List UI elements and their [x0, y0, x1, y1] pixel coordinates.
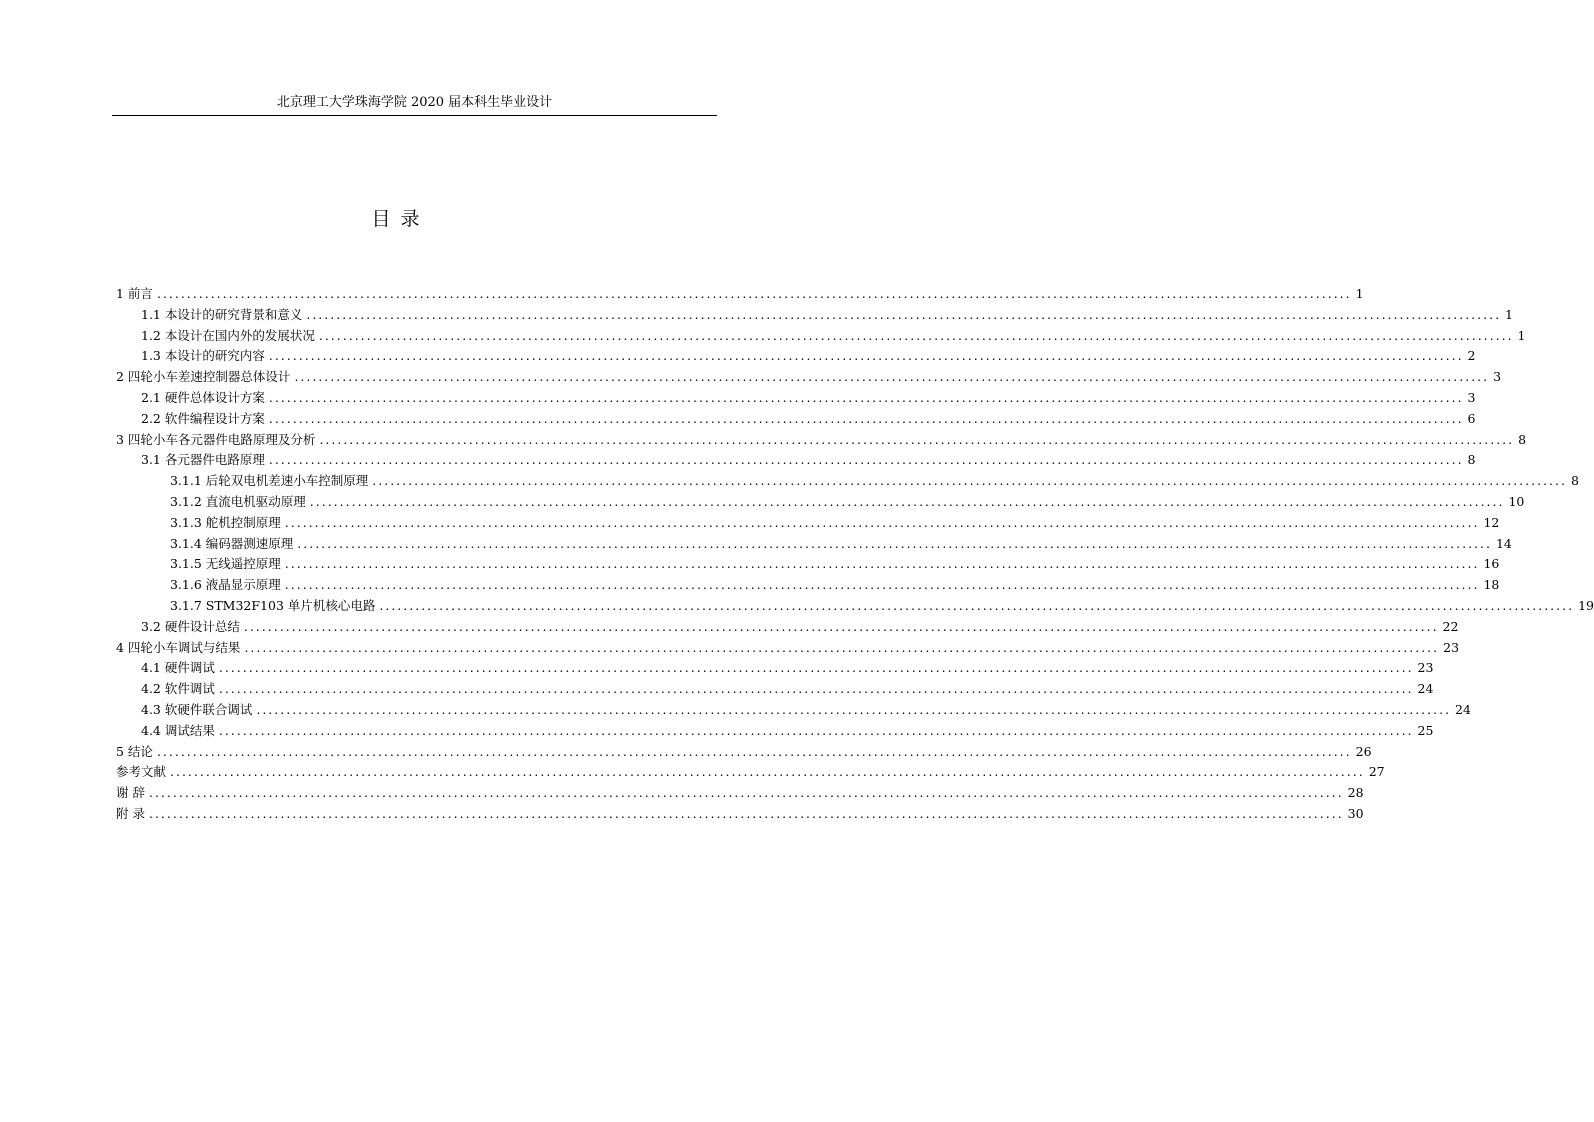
- toc-entry[interactable]: [116, 575, 1500, 596]
- toc-entry-label: 2.2 软件编程设计方案: [141, 410, 265, 426]
- toc-entry[interactable]: [116, 346, 1476, 367]
- toc-entry-label: 4 四轮小车调试与结果: [116, 639, 241, 655]
- toc-entry-page: 8: [1570, 473, 1579, 489]
- toc-entry-label: 2 四轮小车差速控制器总体设计: [116, 369, 291, 385]
- toc-entry[interactable]: [116, 326, 1526, 347]
- toc-entry[interactable]: [116, 534, 1512, 555]
- toc-entry-page: 14: [1495, 535, 1512, 551]
- toc-entry-label: 参考文献: [116, 764, 167, 780]
- toc-entry-page: 2: [1467, 348, 1476, 364]
- toc-entry-page: 26: [1355, 743, 1372, 759]
- toc-entry-page: 8: [1467, 452, 1476, 468]
- toc-entry-label: 3.1.1 后轮双电机差速小车控制原理: [170, 473, 369, 489]
- toc-entry-label: 3.1.2 直流电机驱动原理: [170, 493, 306, 509]
- toc-entry[interactable]: [116, 700, 1471, 721]
- toc-entry-label: 4.2 软件调试: [141, 681, 215, 697]
- toc-entry[interactable]: [116, 638, 1460, 659]
- toc-entry-page: 6: [1467, 410, 1476, 426]
- toc-entry[interactable]: [116, 388, 1476, 409]
- toc-entry[interactable]: [116, 513, 1500, 534]
- toc-entry-label: 3 四轮小车各元器件电路原理及分析: [116, 431, 316, 447]
- toc-entry-label: 3.1.7 STM32F103 单片机核心电路: [170, 597, 376, 613]
- toc-entry-page: 23: [1417, 660, 1434, 676]
- toc-entry[interactable]: [116, 762, 1385, 783]
- toc-entry-page: 27: [1368, 764, 1385, 780]
- toc-entry[interactable]: [116, 284, 1364, 305]
- toc-entry-page: 12: [1483, 514, 1500, 530]
- toc-entry[interactable]: [116, 783, 1364, 804]
- dot-leader: ........................................................................................................................................................................................................: [218, 722, 1414, 738]
- toc-entry[interactable]: [116, 658, 1434, 679]
- toc-entry-label: 3.1.5 无线遥控原理: [170, 556, 281, 572]
- dot-leader: ........................................................................................................................................................................................................: [309, 493, 1505, 509]
- toc-entry[interactable]: [116, 679, 1434, 700]
- dot-leader: ........................................................................................................................................................................................................: [268, 452, 1464, 468]
- dot-leader: ........................................................................................................................................................................................................: [156, 743, 1352, 759]
- dot-leader: ........................................................................................................................................................................................................: [156, 286, 1352, 301]
- dot-leader: ........................................................................................................................................................................................................: [297, 535, 1492, 551]
- toc-entry-page: 10: [1508, 493, 1525, 509]
- toc-entry-label: 4.4 调试结果: [141, 722, 215, 738]
- toc-entry[interactable]: [116, 367, 1502, 388]
- toc-entry-page: 16: [1483, 556, 1500, 572]
- dot-leader: ........................................................................................................................................................................................................: [284, 556, 1480, 572]
- toc-entry-page: 8: [1518, 431, 1527, 447]
- toc-entry-label: 2.1 硬件总体设计方案: [141, 389, 265, 405]
- toc-entry[interactable]: [116, 742, 1372, 763]
- toc-entry-page: 1: [1517, 327, 1526, 343]
- toc-entry[interactable]: [116, 617, 1459, 638]
- dot-leader: ........................................................................................................................................................................................................: [319, 431, 1515, 447]
- toc-entry-page: 22: [1442, 618, 1459, 634]
- toc-entry[interactable]: [116, 596, 1594, 617]
- toc-entry-label: 3.2 硬件设计总结: [141, 618, 240, 634]
- dot-leader: ........................................................................................................................................................................................................: [170, 764, 1365, 780]
- table-of-contents: [116, 284, 1594, 825]
- dot-leader: ........................................................................................................................................................................................................: [218, 660, 1414, 676]
- toc-entry-page: 3: [1493, 369, 1502, 385]
- dot-leader: ........................................................................................................................................................................................................: [243, 618, 1439, 634]
- toc-entry-label: 3.1.3 舵机控制原理: [170, 514, 281, 530]
- toc-entry[interactable]: [116, 450, 1476, 471]
- dot-leader: ........................................................................................................................................................................................................: [318, 327, 1514, 343]
- toc-entry[interactable]: [116, 305, 1513, 326]
- toc-entry-page: 19: [1578, 597, 1594, 613]
- toc-entry-label: 4.1 硬件调试: [141, 660, 215, 676]
- toc-entry-page: 23: [1443, 639, 1460, 655]
- toc-entry-label: 谢 辞: [116, 785, 145, 801]
- dot-leader: ........................................................................................................................................................................................................: [244, 639, 1440, 655]
- dot-leader: ........................................................................................................................................................................................................: [379, 597, 1575, 613]
- toc-entry-page: 18: [1483, 577, 1500, 593]
- toc-entry[interactable]: [116, 554, 1500, 575]
- toc-entry-label: 5 结论: [116, 743, 153, 759]
- dot-leader: ........................................................................................................................................................................................................: [372, 473, 1567, 489]
- toc-entry[interactable]: [116, 721, 1434, 742]
- toc-entry-page: 1: [1355, 286, 1364, 301]
- toc-entry[interactable]: [116, 492, 1525, 513]
- toc-entry-page: 24: [1417, 681, 1434, 697]
- toc-entry-label: 3.1 各元器件电路原理: [141, 452, 265, 468]
- toc-entry[interactable]: [116, 804, 1364, 825]
- running-header: 北京理工大学珠海学院 2020 届本科生毕业设计: [112, 93, 717, 116]
- toc-entry-page: 28: [1347, 785, 1364, 801]
- toc-entry-label: 3.1.4 编码器测速原理: [170, 535, 294, 551]
- dot-leader: ........................................................................................................................................................................................................: [268, 410, 1464, 426]
- dot-leader: ........................................................................................................................................................................................................: [284, 577, 1480, 593]
- toc-entry-label: 1.2 本设计在国内外的发展状况: [141, 327, 315, 343]
- toc-entry-page: 24: [1455, 701, 1471, 717]
- toc-entry-label: 3.1.6 液晶显示原理: [170, 577, 281, 593]
- toc-entry-label: 1 前言: [116, 286, 153, 301]
- toc-entry-page: 3: [1467, 389, 1476, 405]
- toc-entry[interactable]: [116, 409, 1476, 430]
- toc-entry[interactable]: [116, 471, 1579, 492]
- dot-leader: ........................................................................................................................................................................................................: [256, 701, 1452, 717]
- dot-leader: ........................................................................................................................................................................................................: [284, 514, 1480, 530]
- dot-leader: ........................................................................................................................................................................................................: [268, 348, 1464, 364]
- dot-leader: ........................................................................................................................................................................................................: [306, 306, 1502, 322]
- toc-entry-label: 4.3 软硬件联合调试: [141, 701, 253, 717]
- toc-title: 目 录: [371, 208, 422, 230]
- toc-entry-label: 1.3 本设计的研究内容: [141, 348, 265, 364]
- toc-entry-label: 1.1 本设计的研究背景和意义: [141, 306, 303, 322]
- dot-leader: ........................................................................................................................................................................................................: [218, 681, 1414, 697]
- toc-entry[interactable]: [116, 430, 1527, 451]
- dot-leader: ........................................................................................................................................................................................................: [148, 785, 1344, 801]
- dot-leader: ........................................................................................................................................................................................................: [294, 369, 1490, 385]
- dot-leader: ........................................................................................................................................................................................................: [268, 389, 1464, 405]
- toc-entry-page: 1: [1505, 306, 1513, 322]
- dot-leader: ........................................................................................................................................................................................................: [148, 805, 1344, 821]
- toc-entry-page: 25: [1417, 722, 1434, 738]
- toc-entry-page: 30: [1347, 805, 1364, 821]
- toc-entry-label: 附 录: [116, 805, 145, 821]
